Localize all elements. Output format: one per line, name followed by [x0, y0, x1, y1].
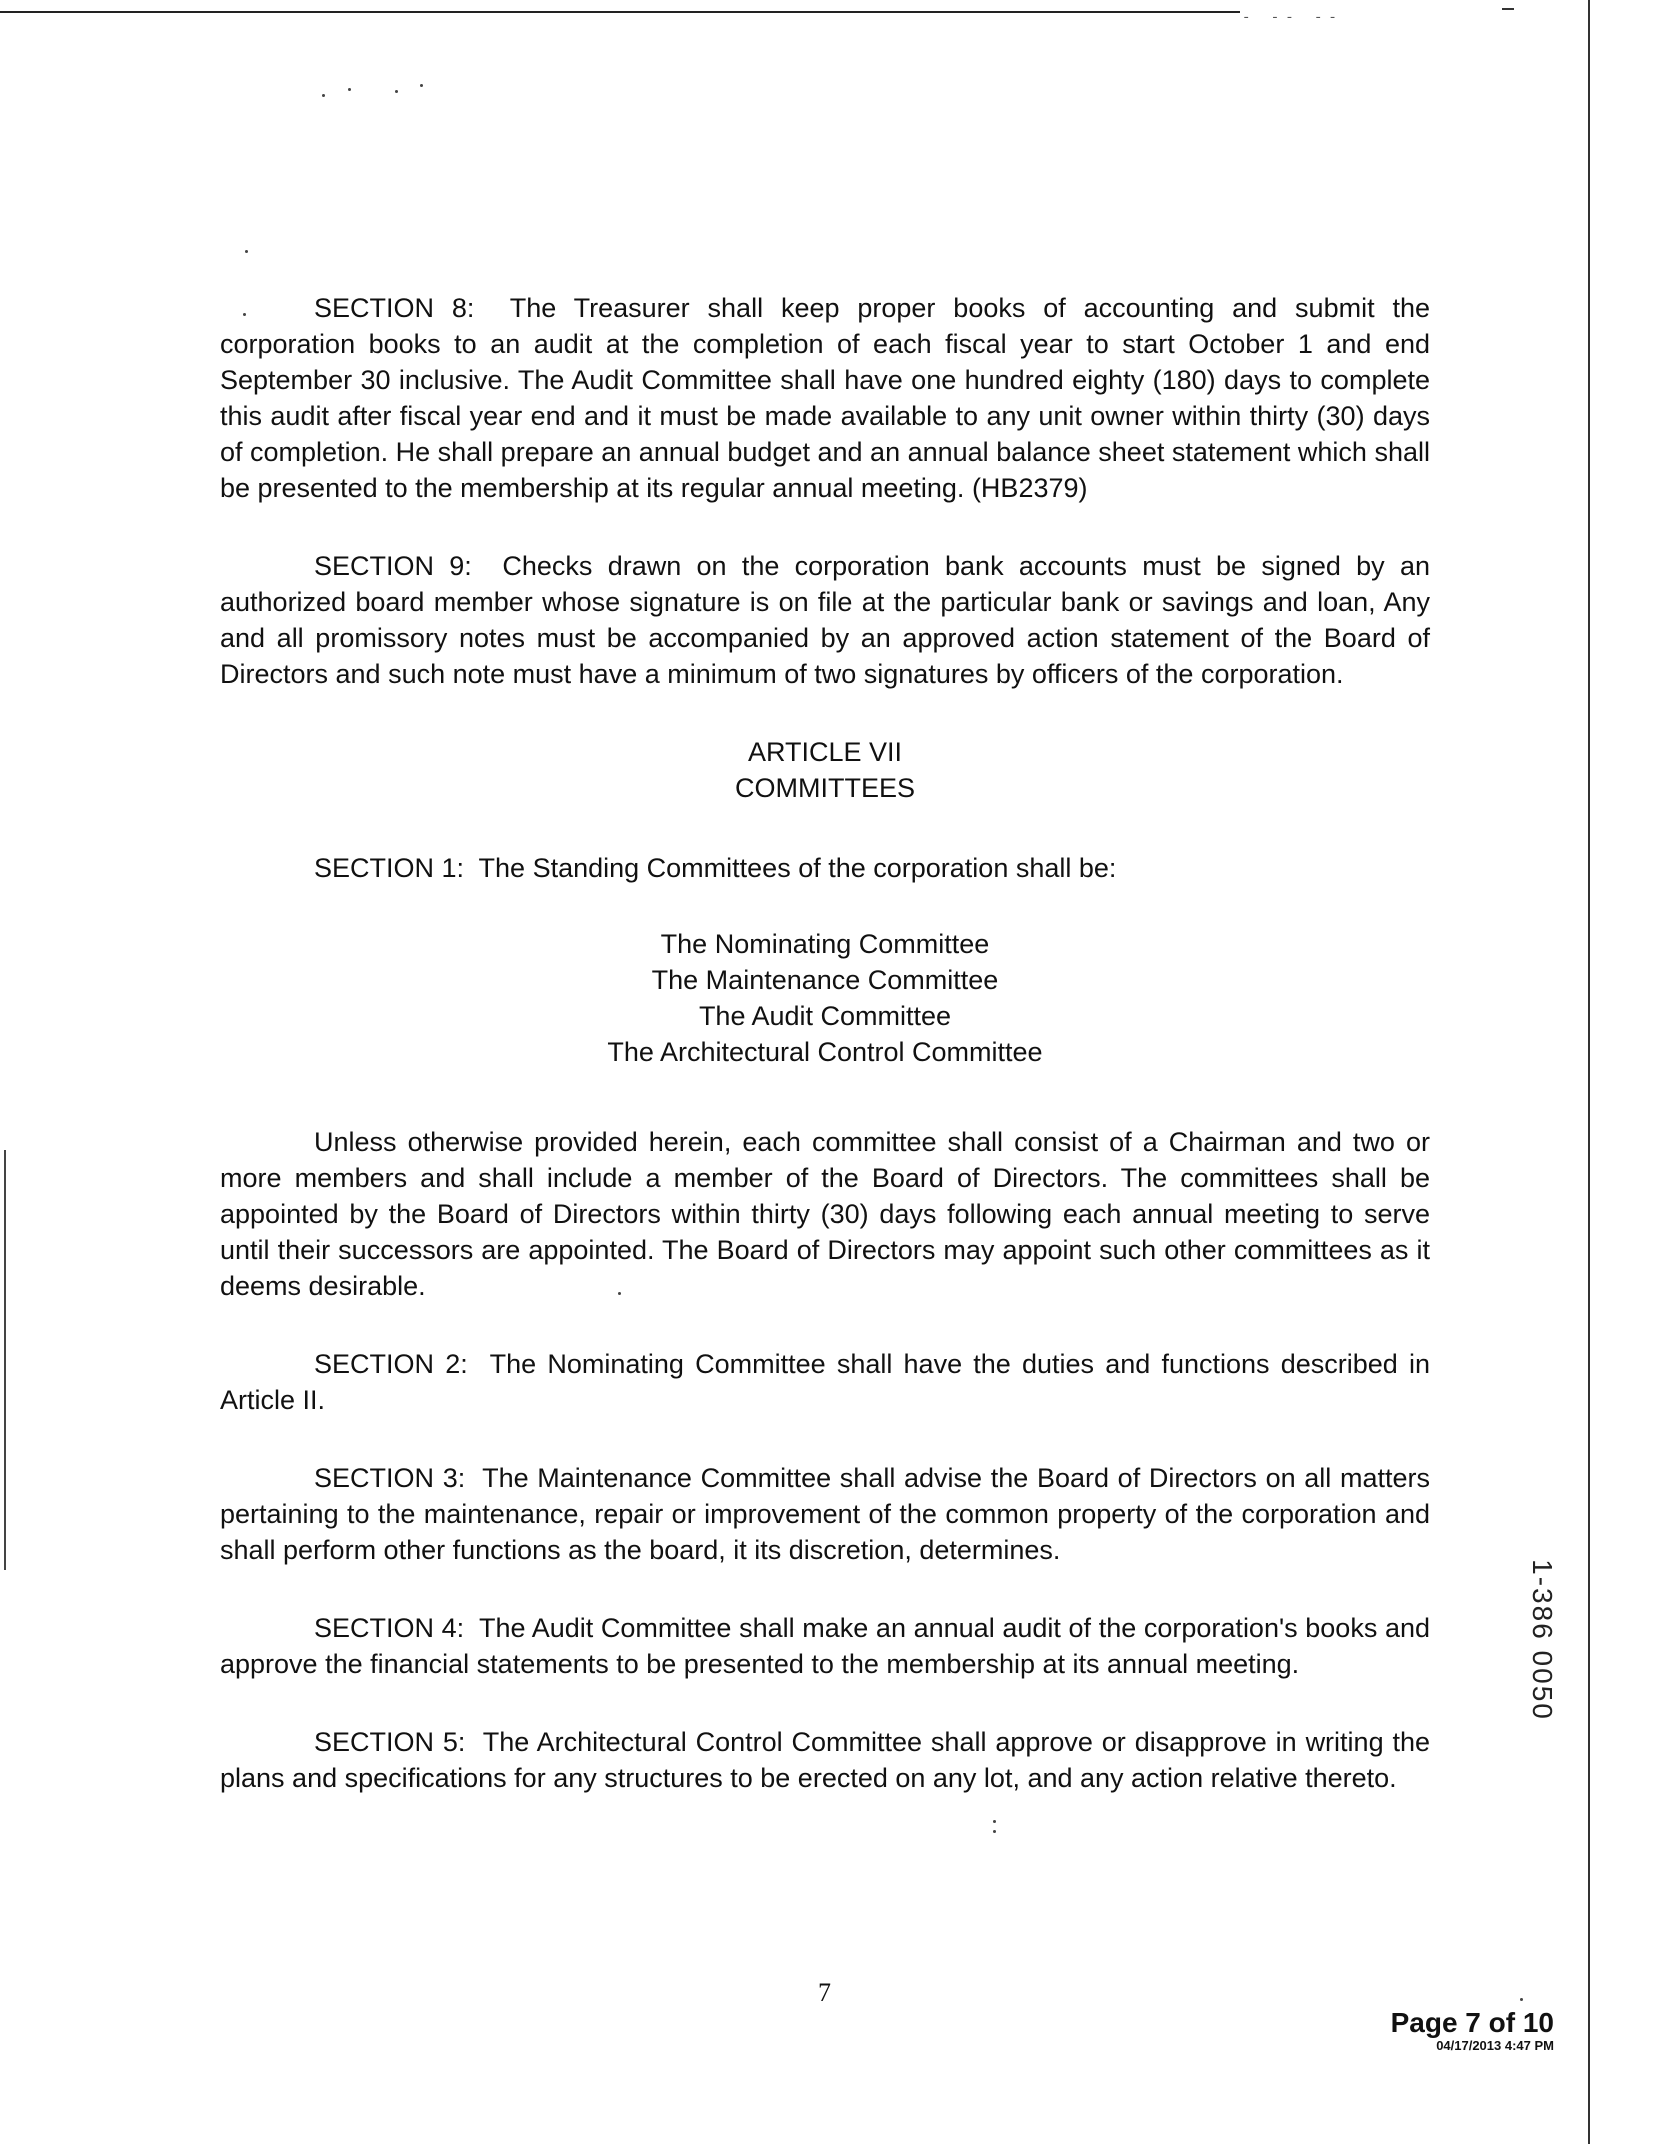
- scan-edge-top: [0, 11, 1240, 13]
- scan-dashes: - -- --: [1242, 10, 1343, 26]
- speck: [1520, 1998, 1523, 2001]
- section-label: SECTION 1:: [314, 853, 465, 883]
- document-body: [220, 290, 1430, 1838]
- page-footer: [1391, 2008, 1554, 2054]
- committee-item: The Maintenance Committee: [651, 965, 999, 995]
- page-number: 7: [818, 1978, 831, 2007]
- section-text: The Treasurer shall keep proper books of accounting and submit the corporation books to an audit at the completion of each fiscal year to start October 1 and end September 30 inclusive. The Audit Committee shall have one hundred eighty (180) days to complete this audit after fiscal year end and it must be made available to any unit owner within thirty (30) days of completion. He shall prepare an annual budget and an annual balance sheet statement which shall be presented to the membership at its regular annual meeting. (HB2379): [220, 293, 1430, 503]
- section-1-paragraph: [220, 850, 1430, 886]
- section-label: SECTION 4:: [314, 1613, 465, 1643]
- section-label: SECTION 5:: [314, 1727, 466, 1757]
- article-heading: [220, 734, 1430, 806]
- page-of-label: Page 7 of 10: [1390, 2007, 1554, 2038]
- scan-edge-right: [1588, 0, 1590, 2144]
- speck: [348, 88, 351, 91]
- committee-list: [220, 926, 1430, 1070]
- committee-item: The Nominating Committee: [660, 929, 990, 959]
- section-text: Checks drawn on the corporation bank accounts must be signed by an authorized board member whose signature is on file at the particular bank or savings and loan, Any and all promissory notes must be accompanied by an approved action statement of the Board of Directors and such note must have a minimum of two signatures by officers of the corporation.: [220, 551, 1430, 689]
- committee-composition-paragraph: Unless otherwise provided herein, each committee shall consist of a Chairman and two or more members and shall include a member of the Board of Directors. The committees shall be appointed by the Board of Directors within thirty (30) days following each annual meeting to serve until their successors are appointed. The Board of Directors may appoint such other committees as it deems desirable.: [220, 1127, 1430, 1301]
- section-label: SECTION 3:: [314, 1463, 466, 1493]
- section-label: SECTION 2:: [314, 1349, 468, 1379]
- section-label: SECTION 8:: [314, 293, 475, 323]
- scan-edge-left: [4, 1150, 6, 1570]
- section-3-paragraph: [220, 1460, 1430, 1568]
- section-text: The Nominating Committee shall have the duties and functions described in Article II.: [220, 1349, 1431, 1415]
- section-4-paragraph: [220, 1610, 1430, 1682]
- speck: [420, 84, 423, 87]
- article-number: ARTICLE VII: [747, 737, 903, 767]
- speck: [245, 250, 248, 253]
- speck: [322, 94, 325, 97]
- section-label: SECTION 9:: [314, 551, 472, 581]
- section-9-paragraph: [220, 548, 1430, 692]
- section-5-paragraph: [220, 1724, 1430, 1796]
- print-timestamp: 04/17/2013 4:47 PM: [1436, 2038, 1554, 2053]
- scan-mark: [1502, 8, 1514, 10]
- section-text: The Architectural Control Committee shall approve or disapprove in writing the plans and specifications for any structures to be erected on any lot, and any action relative thereto.: [220, 1727, 1431, 1793]
- section-text: The Standing Committees of the corporation shall be:: [478, 853, 1117, 883]
- section-8-paragraph: [220, 290, 1430, 506]
- section-text: The Audit Committee shall make an annual audit of the corporation's books and approve the financial statements to be presented to the membership at its annual meeting.: [220, 1613, 1431, 1679]
- side-stamp-text: 1-386 0050: [1527, 1559, 1558, 1721]
- committee-item: The Audit Committee: [698, 1001, 952, 1031]
- section-text: The Maintenance Committee shall advise the Board of Directors on all matters pertaining to the maintenance, repair or improvement of the common property of the corporation and shall perform other functions as the board, it its discretion, determines.: [220, 1463, 1430, 1565]
- committee-item: The Architectural Control Committee: [607, 1037, 1043, 1067]
- speck: [395, 90, 398, 93]
- side-stamp: [1512, 1505, 1572, 1775]
- section-2-paragraph: [220, 1346, 1430, 1418]
- article-title: COMMITTEES: [735, 773, 915, 803]
